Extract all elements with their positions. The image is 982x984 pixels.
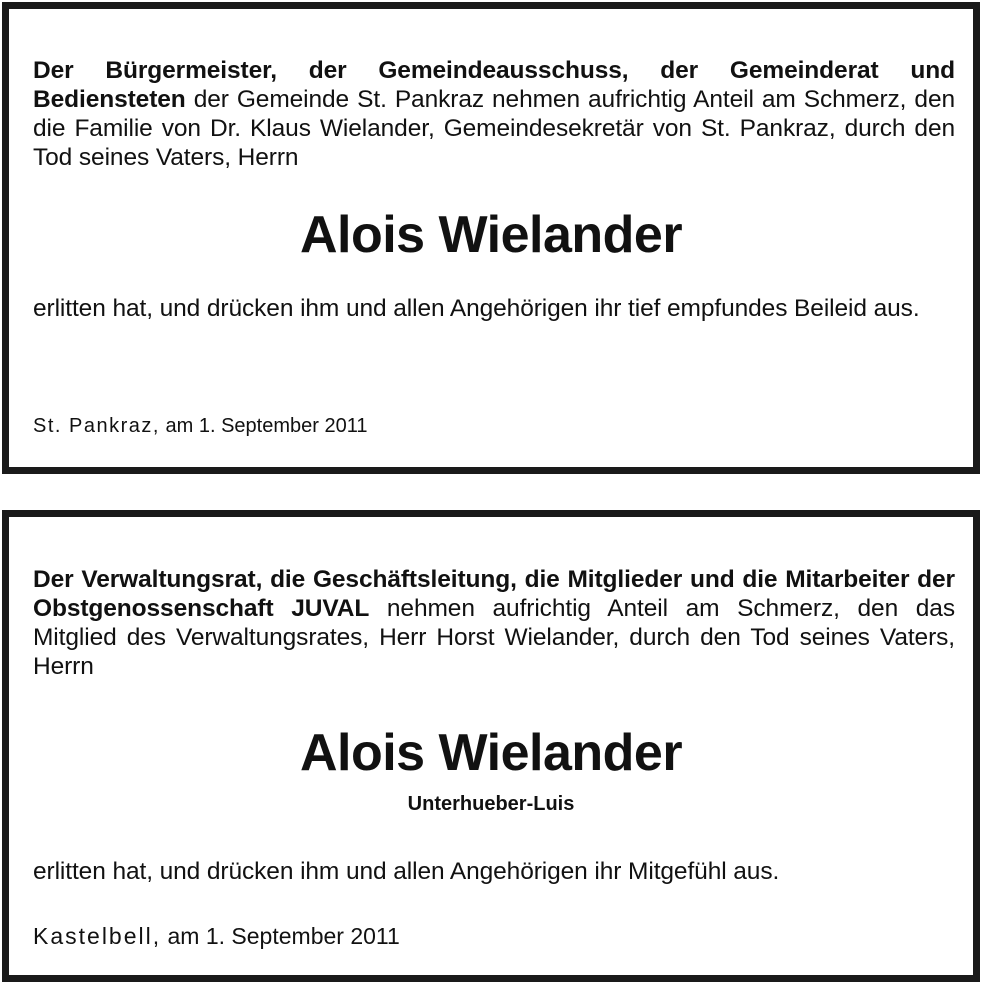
notice-outro: erlitten hat, und drücken ihm und allen Angehörigen ihr tief empfundes Beileid aus. bbox=[33, 295, 920, 322]
notice-dateline bbox=[33, 414, 367, 438]
notice-dateline bbox=[33, 922, 400, 950]
notice-outro: erlitten hat, und drücken ihm und allen Angehörigen ihr Mitgefühl aus. bbox=[33, 858, 780, 885]
condolence-notice-cooperative bbox=[2, 510, 980, 982]
dateline-date: am 1. September 2011 bbox=[161, 923, 400, 949]
notice-intro-senders: Der Bürgermeister, der Gemeindeausschuss, der Gemeinderat und Bediensteten bbox=[33, 57, 955, 113]
condolence-notice-municipality bbox=[2, 2, 980, 474]
notice-intro-body: nehmen aufrichtig Anteil am Schmerz, den das Mitglied des Verwaltungsrates, Herr Horst Wielander, durch den Tod seines Vaters, Herrn bbox=[33, 595, 955, 680]
deceased-name: Alois Wielander bbox=[299, 724, 683, 782]
dateline-date: am 1. September 2011 bbox=[159, 415, 368, 437]
notice-intro bbox=[33, 565, 955, 681]
notice-intro-senders: Der Verwaltungsrat, die Geschäftsleitung, die Mitglieder und die Mitarbeiter der Obstgenossenschaft JUVAL bbox=[33, 566, 955, 622]
notice-intro-body: der Gemeinde St. Pankraz nehmen aufrichtig Anteil am Schmerz, den die Familie von Dr. Klaus Wielander, Gemeindesekretär von St. Pankraz, durch den Tod seines Vaters, Herrn bbox=[33, 86, 955, 171]
deceased-house-name: Unterhueber-Luis bbox=[407, 793, 575, 815]
dateline-place: St. Pankraz, bbox=[33, 415, 160, 437]
notice-intro bbox=[33, 56, 955, 172]
dateline-place: Kastelbell, bbox=[33, 923, 162, 949]
deceased-name: Alois Wielander bbox=[299, 206, 683, 264]
